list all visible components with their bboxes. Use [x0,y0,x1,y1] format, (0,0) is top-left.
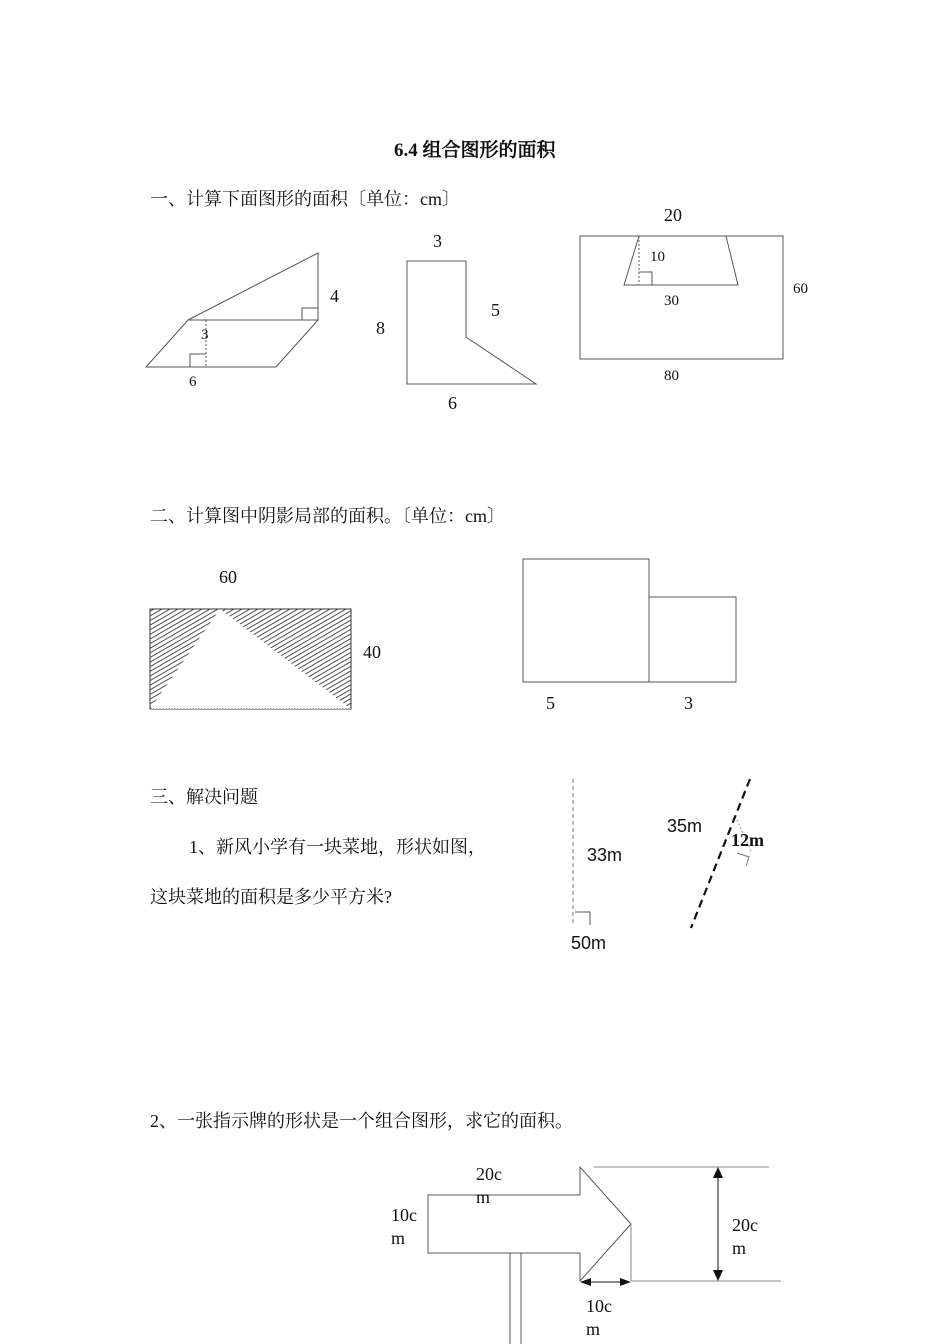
composite-outline [407,261,536,384]
two-squares-figure [523,559,736,682]
sign-label-left-line1: 10c [391,1205,417,1225]
sign-label-right-line1: 20c [732,1215,758,1235]
page-title: 6.4 组合图形的面积 [394,140,556,161]
right-angle-mark [302,308,318,320]
right-angle-mark [190,354,206,367]
trapezoid-shape [624,236,738,285]
sign-label-bottom-line1: 10c [586,1296,612,1316]
triangle-shape [188,253,318,320]
sign-label-top-line1: 20c [476,1164,502,1184]
arrowhead-icon [620,1278,631,1286]
parallelogram-shape [146,320,318,367]
question-2-text: 2、一张指示牌的形状是一个组合图形，求它的面积。 [150,1111,573,1131]
sign-label-left-line2: m [391,1228,406,1248]
fig1c-label-60: 60 [793,281,808,297]
composite-shape-figure [407,261,536,384]
shaded-rectangle-figure [150,609,351,709]
fig2a-label-40: 40 [363,642,381,662]
fig1c-label-20: 20 [664,205,682,225]
fig2a-label-60: 60 [219,567,237,587]
parallelogram-triangle-figure [146,253,318,367]
sign-label-top-line2: m [476,1187,491,1207]
right-angle-mark [575,912,590,925]
fig3a-label-12m: 12m [731,830,764,850]
small-square [649,597,736,682]
section-3-heading: 三、解决问题 [150,787,258,807]
fig1b-label-5: 5 [491,300,500,320]
fig1c-label-80: 80 [664,368,679,384]
section-1-heading: 一、计算下面图形的面积〔单位：cm〕 [150,189,460,209]
fig1c-label-10: 10 [650,249,665,265]
section-2-heading: 二、计算图中阴影局部的面积。〔单位：cm〕 [150,506,505,526]
sign-label-right-line2: m [732,1238,747,1258]
rectangle-outline [580,236,783,359]
arrow-outline [428,1164,631,1281]
fig1b-label-8: 8 [376,318,385,338]
arrowhead-icon [713,1270,723,1281]
fig1c-label-30: 30 [664,293,679,309]
fig1b-label-6: 6 [448,393,457,413]
fig2b-label-3: 3 [684,693,693,713]
fig2b-label-5: 5 [546,693,555,713]
fig1a-label-6: 6 [189,374,197,390]
large-square [523,559,649,682]
fig3a-label-33m: 33m [587,845,623,865]
question-1-line-1: 1、新风小学有一块菜地，形状如图， [189,837,486,857]
plot-slant-dashed [691,779,750,928]
right-angle-mark [737,853,749,866]
arrowhead-icon [713,1167,723,1178]
question-1-line-2: 这块菜地的面积是多少平方米? [150,887,392,907]
fig3a-label-50m: 50m [571,933,607,953]
right-angle-mark [639,272,652,285]
fig1a-label-3: 3 [201,327,209,343]
fig1b-label-3: 3 [433,231,442,251]
rectangle-trapezoid-figure [580,236,783,359]
fig3a-label-35m: 35m [667,816,703,836]
sign-label-bottom-line2: m [586,1319,601,1339]
fig1a-label-4: 4 [330,286,339,306]
